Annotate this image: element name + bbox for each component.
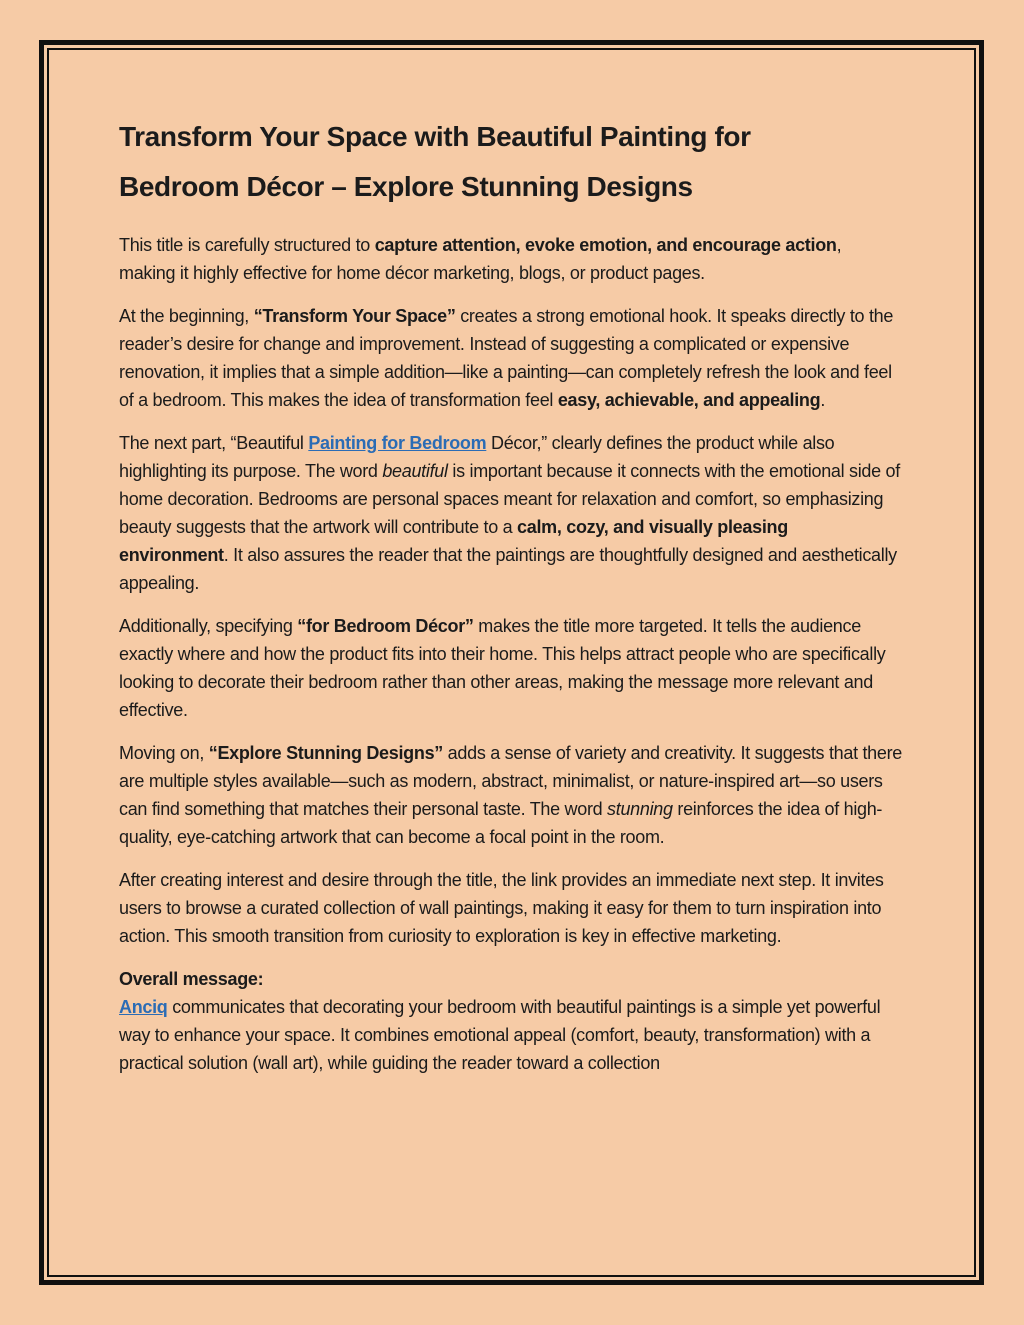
text-run: adds a sense of variety and creativity. It suggests that there are multiple styles available—such as modern, abstract, minimalist, or nature-inspired art—so users can find something that matches their personal taste. The word	[119, 743, 903, 819]
text-run: beautiful	[382, 461, 448, 481]
text-run: . It also assures the reader that the paintings are thoughtfully designed and aesthetically appealing.	[119, 545, 897, 593]
anciq-link[interactable]: Anciq	[119, 997, 168, 1017]
painting-for-bedroom-link[interactable]: Painting for Bedroom	[308, 433, 487, 453]
page-border-frame	[39, 40, 984, 1285]
paragraph	[119, 302, 902, 414]
paragraph	[119, 429, 902, 597]
text-run: Additionally, specifying	[119, 616, 298, 636]
title-line-2: Bedroom Décor – Explore Stunning Designs	[119, 171, 693, 202]
text-run: capture attention, evoke emotion, and encourage action	[374, 235, 837, 255]
text-run: Overall message:	[119, 969, 264, 989]
document-body	[119, 231, 902, 1077]
text-run: .	[820, 390, 826, 410]
text-run: Moving on,	[119, 743, 209, 763]
text-run: “for Bedroom Décor”	[297, 616, 474, 636]
title-line-1: Transform Your Space with Beautiful Painting for	[119, 121, 751, 152]
document-title	[119, 112, 902, 212]
text-run: “Transform Your Space”	[253, 306, 456, 326]
text-run: is important because it connects with the emotional side of home decoration. Bedrooms are personal spaces meant for relaxation and comfort, so emphasizing beauty suggests that the artwork will contribute to a	[119, 461, 900, 537]
text-run: creates a strong emotional hook. It speaks directly to the reader’s desire for change and improvement. Instead of suggesting a complicated or expensive renovation, it implies that a simple addition—like a painting—can completely refresh the look and feel of a bedroom. This makes the idea of transformation feel	[119, 306, 894, 410]
document-content	[49, 50, 974, 1275]
page-border-inner-line	[47, 48, 976, 1277]
paragraph	[119, 739, 902, 851]
paragraph	[119, 612, 902, 724]
text-run: , making it highly effective for home décor marketing, blogs, or product pages.	[119, 235, 842, 283]
text-run: This title is carefully structured to	[119, 235, 375, 255]
text-run: At the beginning,	[119, 306, 254, 326]
text-run: easy, achievable, and appealing	[557, 390, 821, 410]
text-run: makes the title more targeted. It tells the audience exactly where and how the product fits into their home. This helps attract people who are specifically looking to decorate their bedroom rather than other areas, making the message more relevant and effective.	[119, 616, 886, 720]
text-run: Décor,” clearly defines the product while also highlighting its purpose. The word	[119, 433, 835, 481]
text-run: “Explore Stunning Designs”	[208, 743, 443, 763]
paragraph	[119, 965, 902, 1077]
text-run: The next part, “Beautiful	[119, 433, 309, 453]
text-run: reinforces the idea of high-quality, eye-catching artwork that can become a focal point in the room.	[119, 799, 883, 847]
text-run: calm, cozy, and visually pleasing environment	[119, 517, 788, 565]
text-run: After creating interest and desire through the title, the link provides an immediate next step. It invites users to browse a curated collection of wall paintings, making it easy for them to turn inspiration into action. This smooth transition from curiosity to exploration is key in effective marketing.	[119, 870, 884, 946]
text-run: stunning	[607, 799, 673, 819]
paragraph	[119, 866, 902, 950]
paragraph	[119, 231, 902, 287]
text-run: communicates that decorating your bedroom with beautiful paintings is a simple yet powerful way to enhance your space. It combines emotional appeal (comfort, beauty, transformation) with a practical solution (wall art), while guiding the reader toward a collection	[119, 997, 881, 1073]
